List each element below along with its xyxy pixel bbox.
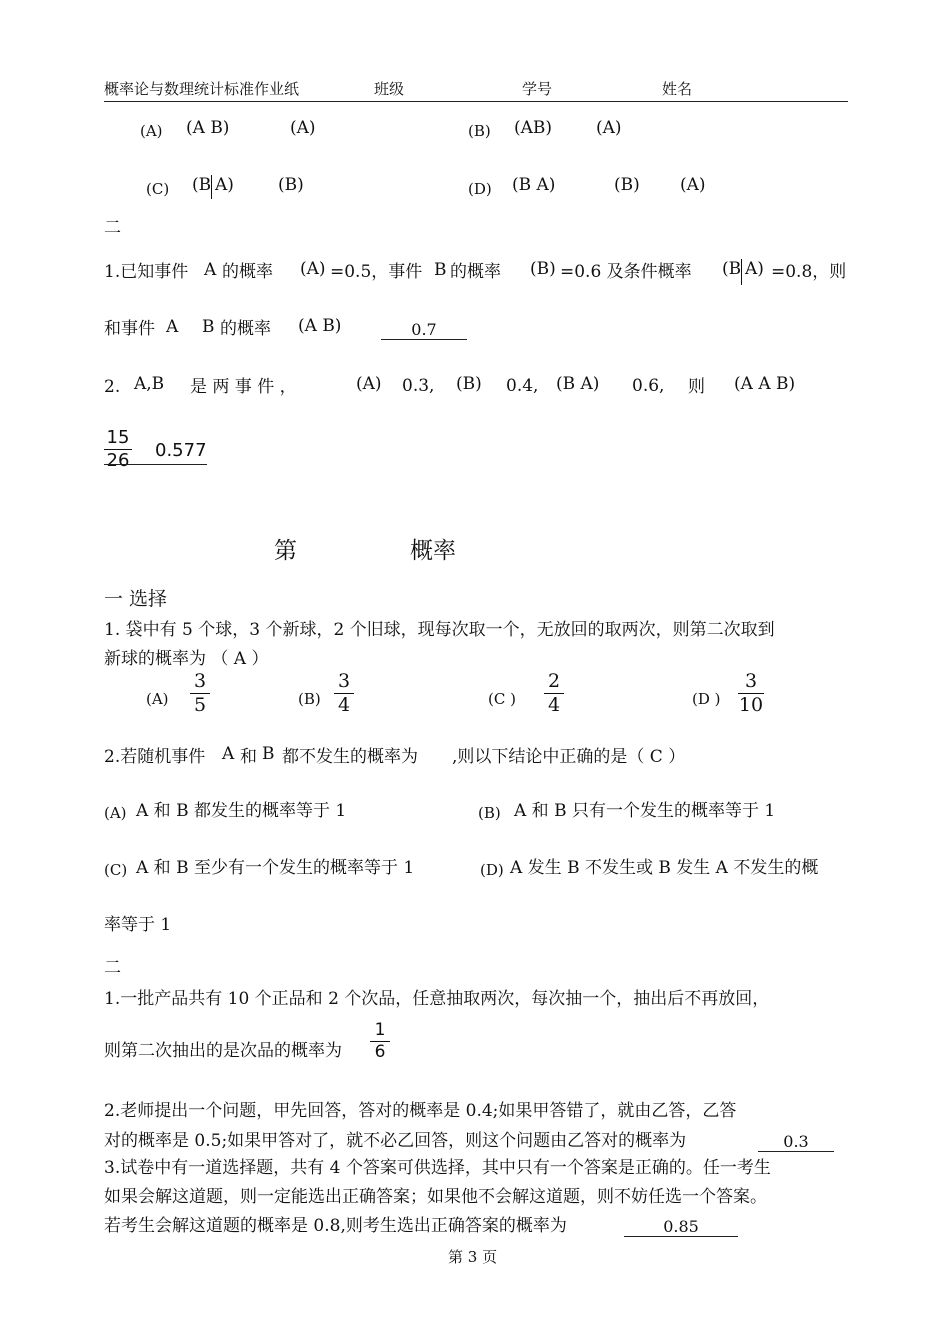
s1-q1-line1: 1. 袋中有 5 个球，3 个新球，2 个旧球，现每次取一个，无放回的取两次，则第二次取到 <box>104 620 775 640</box>
q2-prefix: 2. <box>104 377 121 397</box>
chapter-title: 概率 <box>410 538 456 564</box>
s1-q2-mid: 都不发生的概率为 <box>282 747 418 767</box>
option-d-expr1: (B A) <box>512 175 556 195</box>
option-d-expr3: (A) <box>680 175 706 195</box>
course-title: 概率论与数理统计标准作业纸 <box>104 80 300 98</box>
q2-val-2: 0.4, <box>506 376 539 396</box>
numerator: 1 <box>374 1020 386 1040</box>
option-a-expr2: (A) <box>290 118 316 138</box>
q1-line2-expr: (A B) <box>298 316 342 336</box>
q1-var-b: B <box>434 260 447 280</box>
q1-text-a: 1.已知事件 <box>104 262 189 282</box>
s1-q2-var-b: B <box>262 744 275 764</box>
option-c-expr1-left: (B <box>192 175 212 195</box>
q2-expr-2: (B) <box>456 374 482 394</box>
numerator: 2 <box>547 670 561 692</box>
option-c-expr1-right: A) <box>215 175 234 195</box>
s1-q2-opt-a-text: A 和 B 都发生的概率等于 1 <box>136 801 347 821</box>
s2-q3-line1: 3.试卷中有一道选择题，共有 4 个答案可供选择，其中只有一个答案是正确的。任一考生 <box>104 1158 771 1178</box>
s2-q3-line2: 如果会解这道题，则一定能选出正确答案；如果他不会解这道题，则不妨任选一个答案。 <box>104 1187 767 1207</box>
option-d-expr2: (B) <box>614 175 640 195</box>
s1-q1-opt-c-fraction <box>544 672 564 715</box>
option-c-expr2: (B) <box>278 175 304 195</box>
q2-text: 是 两 事 件 ， <box>190 377 297 397</box>
denominator: 10 <box>738 694 764 716</box>
numerator: 3 <box>337 670 351 692</box>
s2-q2-answer: 0.3 <box>758 1134 834 1152</box>
s1-q1-line2: 新球的概率为 （ A ） <box>104 649 269 669</box>
section-heading-2-top: 二 <box>104 218 121 238</box>
s1-q2-var-a: A <box>222 744 235 764</box>
q2-val-3: 0.6, <box>632 376 665 396</box>
q1-cond-val: =0.8，则 <box>771 262 847 282</box>
q2-expr-3: (B A) <box>556 374 600 394</box>
s1-q2-and: 和 <box>240 747 257 767</box>
chapter-title-prefix: 第 <box>274 538 297 564</box>
q2-answer-underline <box>104 464 207 465</box>
s1-q1-opt-b-label: (B) <box>298 690 321 708</box>
q1-cond-right: A) <box>745 259 764 279</box>
s2-q1-line1: 1.一批产品共有 10 个正品和 2 个次品，任意抽取两次，每次抽一个，抽出后不再放回， <box>104 989 770 1009</box>
option-b-expr1: (AB) <box>514 118 553 138</box>
option-a-expr1: (A B) <box>186 118 230 138</box>
s2-q1-answer-fraction <box>370 1022 390 1061</box>
s1-q2-opt-d-text: A 发生 B 不发生或 B 发生 A 不发生的概 <box>510 858 819 878</box>
denominator: 6 <box>374 1042 386 1062</box>
s1-q1-opt-a-label: (A) <box>146 690 169 708</box>
s2-q1-line2: 则第二次抽出的是次品的概率为 <box>104 1041 342 1061</box>
s1-q2-opt-d-cont: 率等于 1 <box>104 915 172 935</box>
option-b-label: (B) <box>468 122 491 140</box>
q1-answer: 0.7 <box>381 322 467 340</box>
s2-q2-line2: 对的概率是 0.5;如果甲答对了，就不必乙回答，则这个问题由乙答对的概率为 <box>104 1131 687 1151</box>
q1-line2-text-b: 的概率 <box>220 319 271 339</box>
denominator: 4 <box>337 694 351 716</box>
numerator: 3 <box>193 670 207 692</box>
q1-pa: (A) <box>300 259 326 279</box>
q2-expr-4: (A A B) <box>734 374 796 394</box>
s1-q1-opt-a-fraction <box>190 672 210 715</box>
q1-text-c: 的概率 <box>450 262 501 282</box>
q2-then: 则 <box>688 377 705 397</box>
q2-answer-decimal: 0.577 <box>155 440 207 461</box>
option-c-label: (C) <box>146 180 170 198</box>
option-a-label: (A) <box>140 122 163 140</box>
s1-q2-opt-a-label: (A) <box>104 804 127 822</box>
s2-q3-line3: 若考生会解这道题的概率是 0.8,则考生选出正确答案的概率为 <box>104 1216 567 1236</box>
q1-conditional-bar <box>741 259 742 285</box>
s1-q2-opt-d-label: (D) <box>480 861 504 879</box>
q1-pa-val: =0.5，事件 <box>330 262 423 282</box>
q1-line2-text: 和事件 <box>104 319 155 339</box>
s1-q2-end: ,则以下结论中正确的是（ C ） <box>452 747 686 767</box>
q2-vars: A,B <box>134 374 165 394</box>
header-rule <box>104 101 848 102</box>
s1-q1-opt-b-fraction <box>334 672 354 715</box>
conditional-bar <box>211 175 212 199</box>
s1-q2-prefix: 2.若随机事件 <box>104 747 206 767</box>
denominator: 5 <box>193 694 207 716</box>
numerator: 3 <box>744 670 758 692</box>
s1-q1-opt-d-label: (D ) <box>692 690 721 708</box>
s2-q2-line1: 2.老师提出一个问题，甲先回答，答对的概率是 0.4;如果甲答错了，就由乙答，乙答 <box>104 1101 737 1121</box>
q1-cond-left: (B <box>722 259 742 279</box>
s1-q2-opt-b-label: (B) <box>478 804 501 822</box>
page-number: 第 3 页 <box>448 1248 498 1266</box>
q1-text-b: 的概率 <box>222 262 273 282</box>
q1-var-a: A <box>204 260 217 280</box>
class-label: 班级 <box>374 80 405 98</box>
s1-q2-opt-c-label: (C) <box>104 861 128 879</box>
name-label: 姓名 <box>662 80 693 98</box>
q2-answer-numerator: 15 <box>106 427 130 448</box>
s1-q2-opt-b-text: A 和 B 只有一个发生的概率等于 1 <box>514 801 776 821</box>
denominator: 4 <box>547 694 561 716</box>
q1-line2-var-b: B <box>202 317 215 337</box>
q2-val-1: 0.3, <box>402 376 435 396</box>
section-heading-choice: 一 选择 <box>104 588 168 610</box>
s2-q3-answer: 0.85 <box>624 1219 738 1237</box>
s1-q1-opt-d-fraction <box>738 672 764 715</box>
section-heading-2: 二 <box>104 958 121 978</box>
option-b-expr2: (A) <box>596 118 622 138</box>
q1-line2-var-a: A <box>166 317 179 337</box>
s1-q2-opt-c-text: A 和 B 至少有一个发生的概率等于 1 <box>136 858 415 878</box>
q1-pb: (B) <box>530 259 556 279</box>
option-d-label: (D) <box>468 180 492 198</box>
student-id-label: 学号 <box>522 80 553 98</box>
q2-expr-1: (A) <box>356 374 382 394</box>
s1-q1-opt-c-label: (C ) <box>488 690 516 708</box>
q2-answer-denominator: 26 <box>106 450 130 471</box>
q1-pb-val: =0.6 及条件概率 <box>560 262 692 282</box>
